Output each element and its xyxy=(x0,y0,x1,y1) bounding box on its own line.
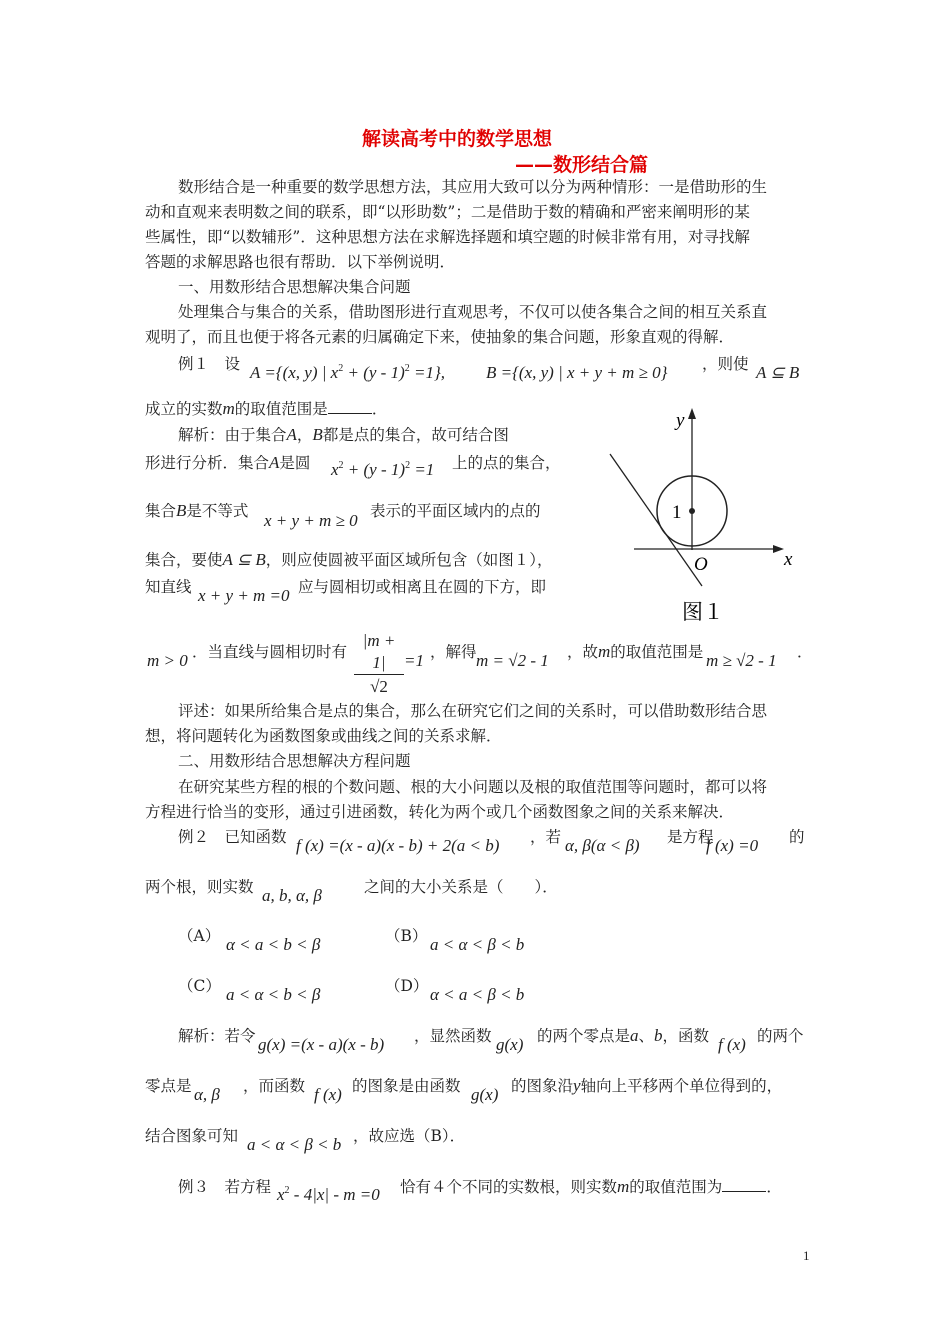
example2-solution-1-end: 的两个 xyxy=(757,1027,804,1045)
example2-equation: f (x) =0 xyxy=(706,836,759,855)
example2-if: ，若 xyxy=(530,828,562,846)
f-function-2: f (x) xyxy=(314,1085,342,1104)
option-b: a < α < β < b xyxy=(430,935,525,954)
line-equation: x + y + m =0 xyxy=(198,586,290,605)
option-a-label: （A） xyxy=(178,927,221,945)
figure-caption: 图１ xyxy=(682,600,724,624)
y-axis-arrow xyxy=(688,408,696,419)
option-d-label: （D） xyxy=(385,977,429,995)
origin-label: O xyxy=(694,554,708,575)
option-d: α < a < β < b xyxy=(430,985,525,1004)
intro-line-2: 动和直观来表明数之间的联系，即“以形助数”；二是借助于数的精确和严密来阐明形的某 xyxy=(145,203,750,221)
example1-solution-line-3: 集合B是不等式 xyxy=(145,501,249,520)
figure-1 xyxy=(600,400,810,632)
example1-set-b: B ={(x, y) | x + y + m ≥ 0} xyxy=(486,363,668,382)
intro-line-4: 答题的求解思路也很有帮助．以下举例说明． xyxy=(145,253,456,271)
example2-solution-2-end: 的图象沿y轴向上平移两个单位得到的， xyxy=(511,1076,783,1095)
section1-para-line-1: 处理集合与集合的关系，借助图形进行直观思考，不仅可以使各集合之间的相互关系直 xyxy=(178,303,768,321)
intro-line-3: 些属性，即“以数辅形”．这种思想方法在求解选择题和填空题的时候非常有用，对寻找解 xyxy=(145,228,750,246)
comment-line-1: 评述：如果所给集合是点的集合，那么在研究它们之间的关系时，可以借助数形结合思 xyxy=(178,702,768,720)
example2-vars: a, b, α, β xyxy=(262,886,322,905)
inequality: x + y + m ≥ 0 xyxy=(264,511,358,530)
section2-heading: 二、用数形结合思想解决方程问题 xyxy=(178,752,411,770)
page-title: 解读高考中的数学思想 xyxy=(362,128,553,150)
alpha-beta: α, β xyxy=(194,1085,220,1104)
example2-of: 的 xyxy=(789,828,805,846)
example1-line-2: 成立的实数m的取值范围是 ． xyxy=(145,399,388,418)
example1-solution-line-4: 集合，要使A ⊆ B，则应使圆被平面区域所包含（如图１）， xyxy=(145,550,553,569)
example2-solution-2-mid2: 的图象是由函数 xyxy=(352,1077,461,1095)
m-positive: m > 0 xyxy=(147,651,188,670)
y-label: y xyxy=(676,410,685,431)
example2-is-root: 是方程 xyxy=(667,828,714,846)
example1-solution-line-5: 知直线 xyxy=(145,578,192,596)
example2-label: 例２ 已知函数 xyxy=(178,828,287,846)
example2-line-2-end: 之间的大小关系是（ ）． xyxy=(364,878,558,896)
f-function: f (x) xyxy=(718,1035,746,1054)
section2-para-line-2: 方程进行恰当的变形，通过引进函数，转化为两个或几个函数图象之间的关系来解决． xyxy=(145,803,735,821)
option-c: a < α < b < β xyxy=(226,985,321,1004)
m-range-end: ． xyxy=(797,643,813,661)
g-function: g(x) xyxy=(496,1035,524,1054)
order-result: a < α < β < b xyxy=(247,1135,342,1154)
page-subtitle: ——数形结合篇 xyxy=(515,154,649,176)
example1-solution-line-2: 形进行分析．集合A是圆 xyxy=(145,453,311,472)
fraction-equals: =1 xyxy=(404,651,424,670)
one-label: 1 xyxy=(672,502,682,523)
section1-heading: 一、用数形结合思想解决集合问题 xyxy=(178,278,411,296)
example2-solution-2: 零点是 xyxy=(145,1077,192,1095)
example2-solution-2-mid: ，而函数 xyxy=(243,1077,306,1095)
example1-subset: A ⊆ B xyxy=(756,363,800,382)
example3-equation: $x^2 - 4|x| - m =0$ xyxy=(277,1185,380,1204)
tangent-line xyxy=(610,454,702,586)
f-definition: f (x) =(x - a)(x - b) + 2(a < b) xyxy=(296,836,500,855)
option-a: α < a < b < β xyxy=(226,935,321,954)
example1-solution-line-5-end: 应与圆相切或相离且在圆的下方，即 xyxy=(298,578,547,596)
intro-line-1: 数形结合是一种重要的数学思想方法，其应用大致可以分为两种情形：一是借助形的生 xyxy=(178,178,768,196)
range-text: ，故m的取值范围是 xyxy=(567,642,704,661)
x-label: x xyxy=(784,549,793,570)
section1-para-line-2: 观明了，而且也便于将各元素的归属确定下来，使抽象的集合问题，形象直观的得解． xyxy=(145,328,735,346)
example3-text: 恰有４个不同的实数根，则实数m的取值范围为 ． xyxy=(400,1177,782,1196)
answer-blank[interactable] xyxy=(328,399,372,414)
example1-solution-line-3-end: 表示的平面区域内的点的 xyxy=(370,502,541,520)
m-value: m = √2 - 1 xyxy=(476,651,549,670)
example1-label: 例１ 设 xyxy=(178,355,241,373)
example2-solution-3: 结合图象可知 xyxy=(145,1127,239,1145)
example1-solution-line-1: 解析：由于集合A，B都是点的集合，故可结合图 xyxy=(178,425,509,444)
section2-para-line-1: 在研究某些方程的根的个数问题、根的大小问题以及根的取值范围等问题时，都可以将 xyxy=(178,778,768,796)
example2-roots: α, β(α < β) xyxy=(565,836,640,855)
circle-equation: $x^2 + (y - 1)^2 =1$ xyxy=(331,460,435,479)
example2-solution-1-mid: ，显然函数 xyxy=(414,1027,492,1045)
option-b-label: （B） xyxy=(385,927,428,945)
example2-solution-1: 解析：若令 xyxy=(178,1027,256,1045)
fraction-numerator: |m + 1| xyxy=(354,630,404,675)
example2-solution-3-end: ，故应选（B）． xyxy=(353,1127,466,1145)
fraction-denominator: √2 xyxy=(370,677,388,696)
g-function-2: g(x) xyxy=(471,1085,499,1104)
example1-then: ，则使 xyxy=(702,355,749,373)
distance-fraction xyxy=(354,630,404,699)
example3-label: 例３ 若方程 xyxy=(178,1178,272,1196)
example2-line-2: 两个根，则实数 xyxy=(145,878,254,896)
solve-text: ，解得 xyxy=(430,643,477,661)
comment-line-2: 想，将问题转化为函数图象或曲线之间的关系求解． xyxy=(145,727,502,745)
circle-center xyxy=(689,508,695,514)
example1-set-a: A ={(x, y) | $x^2 + (y - 1)^2 =1$}, xyxy=(250,363,446,382)
option-c-label: （C） xyxy=(178,977,221,995)
answer-blank-2[interactable] xyxy=(722,1177,766,1192)
page-number: 1 xyxy=(803,1248,810,1263)
example1-solution-line-2-end: 上的点的集合， xyxy=(452,454,561,472)
tangent-text: ．当直线与圆相切时有 xyxy=(192,643,348,661)
m-range: m ≥ √2 - 1 xyxy=(706,651,777,670)
example2-solution-1-mid2: 的两个零点是a、b，函数 xyxy=(537,1026,710,1045)
g-definition: g(x) =(x - a)(x - b) xyxy=(258,1035,385,1054)
x-axis-arrow xyxy=(773,545,784,553)
